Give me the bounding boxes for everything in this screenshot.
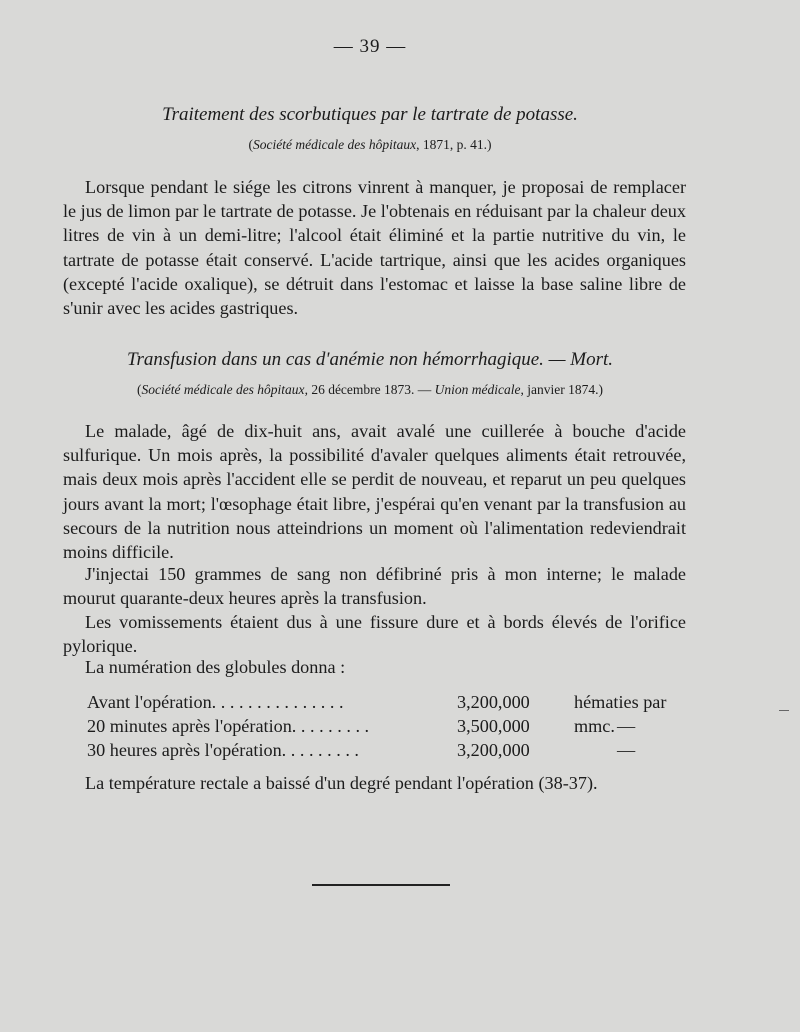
section-2-paragraph-4: La numération des globules donna :: [85, 657, 346, 677]
row-label: Avant l'opération. . . . . . . . . . . . . . .: [87, 692, 344, 712]
table-row: [87, 738, 687, 762]
section-1-title: Traitement des scorbutiques par le tartrate de potasse.: [162, 104, 578, 125]
section-2-paragraph-3: Les vomissements étaient dus à une fissure dure et à bords élevés de l'orifice pylorique.: [63, 612, 686, 657]
table-row: [87, 714, 687, 738]
row-value: 3,200,000: [457, 692, 530, 712]
margin-tick: [779, 710, 789, 711]
row-value: 3,500,000: [457, 716, 530, 737]
globule-count-table: [87, 690, 687, 763]
row-label: 20 minutes après l'opération. . . . . . . . .: [87, 716, 370, 737]
row-unit: hématies par mmc.: [574, 692, 667, 737]
section-2-title: Transfusion dans un cas d'anémie non hémorrhagique. — Mort.: [126, 349, 614, 370]
section-1-paragraph: Lorsque pendant le siége les citrons vinrent à manquer, je proposai de remplacer le jus de limon par le tartrate de potasse. Je l'obtenais en réduisant par la chaleur deux litres de vin à un demi-litre; l'alcool était éliminé et la partie nutritive du vin, le tartrate de potasse était conservé. L'acide tartrique, ainsi que les acides organiques (excepté l'acide oxalique), se détruit dans l'estomac et laisse la base saline libre de s'unir avec les acides gastriques.: [63, 177, 686, 319]
section-2-paragraph-5: La température rectale a baissé d'un degré pendant l'opération (38-37).: [85, 773, 598, 793]
section-2-paragraph-2: J'injectai 150 grammes de sang non défibriné pris à mon interne; le malade mourut quarante-deux heures après la transfusion.: [63, 564, 686, 609]
source-journal-2: Union médicale: [434, 382, 521, 397]
page-number: — 39 —: [333, 36, 407, 57]
section-2-source: (Société médicale des hôpitaux, 26 décembre 1873. — Union médicale, janvier 1874.): [136, 382, 603, 397]
end-rule: [312, 884, 450, 886]
row-value: 3,200,000: [457, 740, 530, 761]
row-label: 30 heures après l'opération. . . . . . . . .: [87, 740, 359, 761]
row-unit: —: [617, 740, 636, 761]
section-2-paragraph-1: Le malade, âgé de dix-huit ans, avait avalé une cuillerée à bouche d'acide sulfurique. Un mois après, la possibilité d'avaler quelques aliments était retrouvée, mais deux mois après l'accident elle se perdit de nouveau, et reparut un peu quelques jours avant la mort; l'œsophage était libre, j'espérai qu'en venant par la transfusion au secours de la nutrition nous atteindrions un moment où l'alimentation redeviendrait moins difficile.: [63, 421, 686, 563]
source-journal-1: Société médicale des hôpitaux: [141, 382, 305, 397]
section-1-source: (Société médicale des hôpitaux, 1871, p. 41.): [248, 137, 492, 152]
row-unit: —: [617, 716, 636, 737]
source-journal: Société médicale des hôpitaux: [253, 137, 417, 152]
